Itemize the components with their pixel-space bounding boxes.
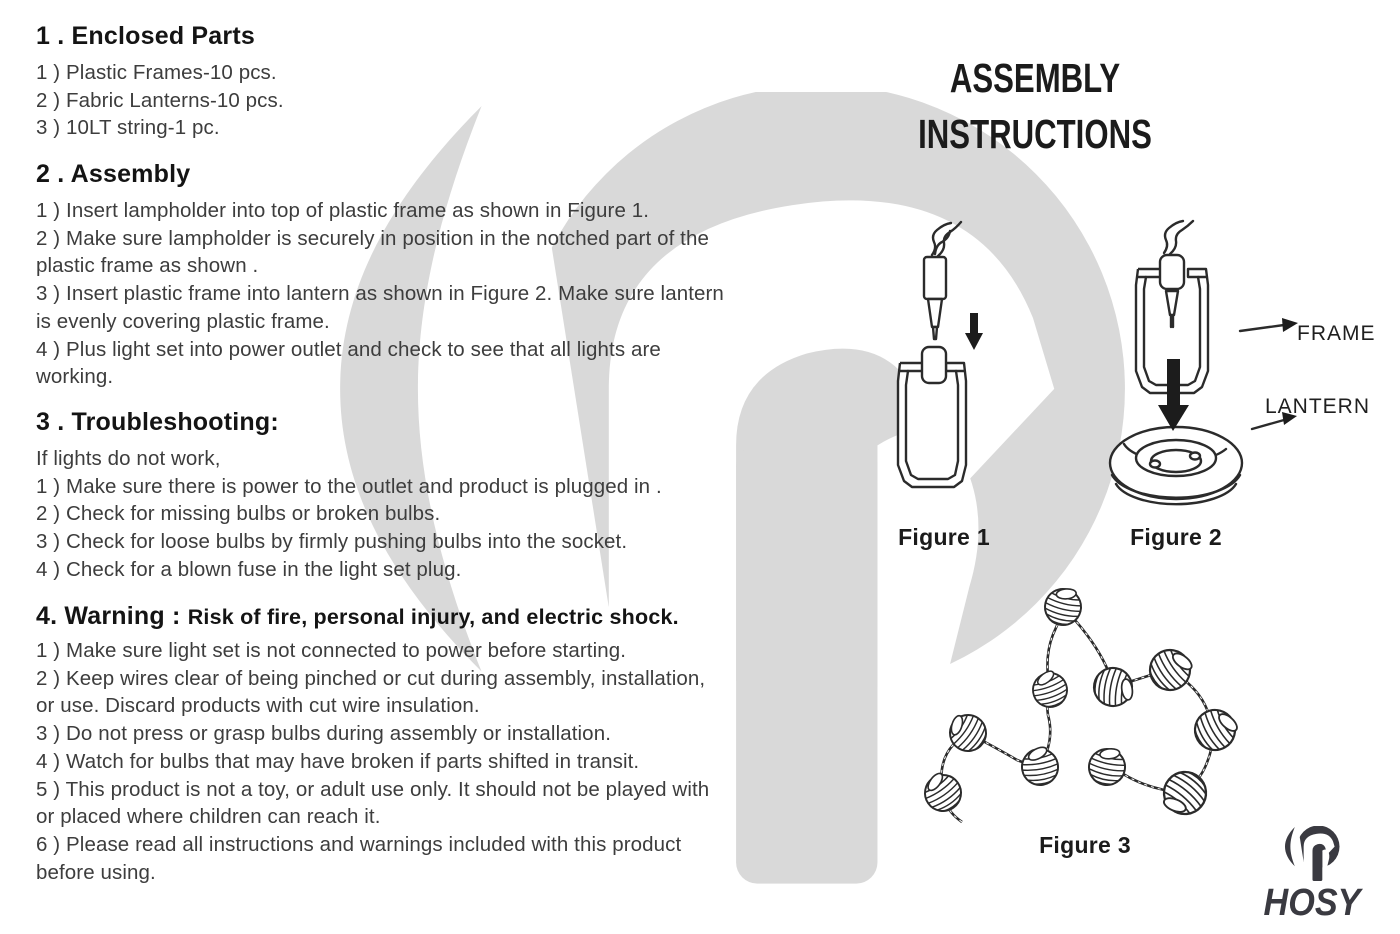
list-item: 1 ) Insert lampholder into top of plastic frame as shown in Figure 1.	[36, 199, 650, 222]
page-title-line2: INSTRUCTIONS	[918, 111, 1152, 157]
section-assembly	[36, 160, 726, 391]
list-item: 2 ) Keep wires clear of being pinched or cut during assembly, installation, or use. Discard products with cut wire insulation.	[36, 666, 706, 718]
list-item: 5 ) This product is not a toy, or adult use only. It should not be played with or placed where children can reach it.	[36, 777, 710, 829]
section-troubleshooting	[36, 408, 726, 584]
list-item: 4 ) Watch for bulbs that may have broken if parts shifted in transit.	[36, 749, 640, 773]
figure2-frame-lantern-diagram	[1100, 213, 1400, 513]
figure3-lantern-string-diagram	[905, 575, 1267, 827]
brand-logo	[1240, 826, 1384, 922]
list-item: 1 ) Plastic Frames-10 pcs.	[36, 61, 277, 84]
warning-subtitle: Risk of fire, personal injury, and electric shock.	[187, 605, 679, 629]
warning-title: 4. Warning :	[36, 602, 181, 630]
list-item: 3 ) 10LT string-1 pc.	[36, 116, 220, 140]
section-enclosed-parts	[36, 22, 726, 142]
section-heading: 3 . Troubleshooting:	[36, 408, 279, 436]
list-item: 4 ) Plus light set into power outlet and check to see that all lights are working.	[36, 337, 661, 389]
list-item: 3 ) Check for loose bulbs by firmly pushing bulbs into the socket.	[36, 530, 628, 554]
figure2-caption: Figure 2	[1130, 524, 1222, 550]
hosy-logo-icon	[1284, 826, 1340, 884]
list-item: 3 ) Insert plastic frame into lantern as shown in Figure 2. Make sure lantern is evenly covering plastic frame.	[36, 282, 724, 333]
figure3-caption: Figure 3	[1039, 832, 1131, 858]
list-item: 2 ) Make sure lampholder is securely in position in the notched part of the plastic frame as shown .	[36, 226, 709, 278]
page-title-line1: ASSEMBLY	[949, 55, 1121, 101]
frame-label: FRAME	[1297, 322, 1376, 345]
list-item: 3 ) Do not press or grasp bulbs during assembly or installation.	[36, 722, 611, 746]
list-item: 1 ) Make sure light set is not connected to power before starting.	[36, 639, 627, 662]
brand-name: HOSY	[1263, 882, 1361, 924]
figure1-caption: Figure 1	[898, 524, 990, 550]
list-item: If lights do not work,	[36, 447, 221, 470]
list-item: 4 ) Check for a blown fuse in the light set plug.	[36, 557, 462, 581]
list-item: 2 ) Check for missing bulbs or broken bulbs.	[36, 502, 441, 526]
section-heading: 2 . Assembly	[36, 160, 191, 188]
section-warning	[36, 602, 726, 886]
list-item: 1 ) Make sure there is power to the outlet and product is plugged in .	[36, 474, 662, 498]
page-title	[870, 50, 1200, 162]
list-item: 6 ) Please read all instructions and warnings included with this product before using.	[36, 832, 682, 884]
section-heading	[36, 602, 726, 631]
figure1-lampholder-frame-diagram	[878, 213, 1010, 513]
section-heading: 1 . Enclosed Parts	[36, 22, 255, 50]
lantern-label: LANTERN	[1265, 395, 1371, 418]
list-item: 2 ) Fabric Lanterns-10 pcs.	[36, 88, 284, 112]
